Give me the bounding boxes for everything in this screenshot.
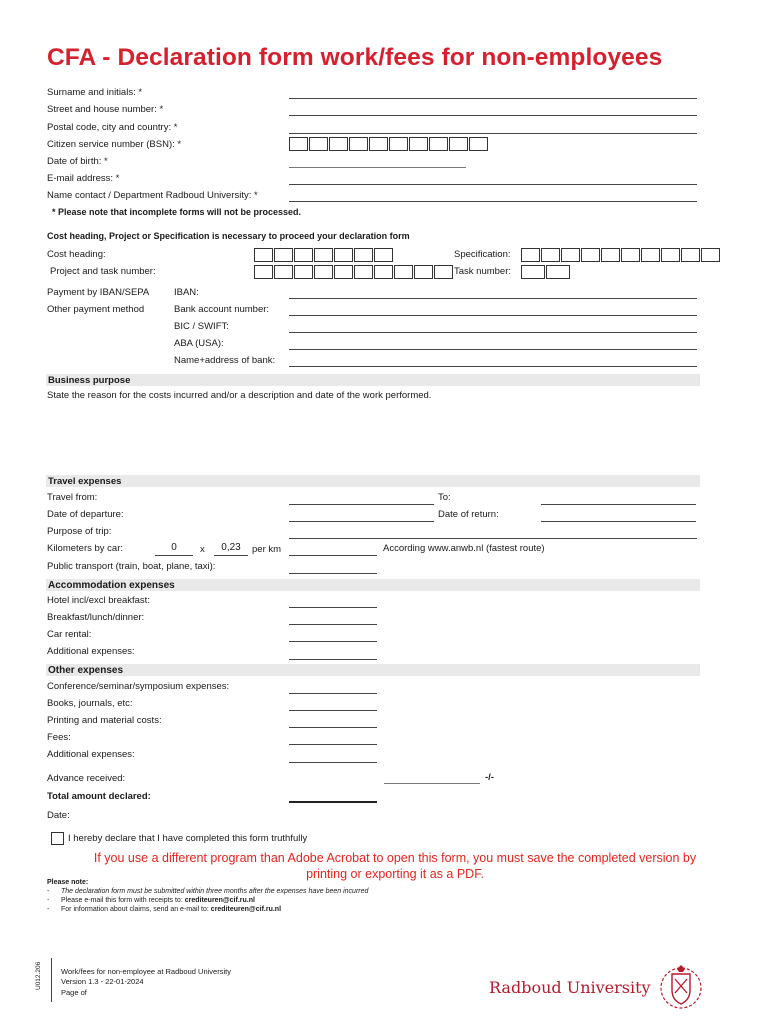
bank-name-label: Name+address of bank: xyxy=(174,355,276,366)
conference-label: Conference/seminar/symposium expenses: xyxy=(47,681,230,692)
bank-account-field[interactable] xyxy=(289,315,697,316)
iban-field[interactable] xyxy=(289,298,697,299)
street-field[interactable] xyxy=(289,115,697,116)
business-purpose-textarea[interactable] xyxy=(47,404,697,470)
note-2 xyxy=(61,896,255,905)
dob-label: Date of birth: * xyxy=(47,156,108,167)
note-3-text: For information about claims, send an e-mail to: xyxy=(61,906,211,913)
date-label: Date: xyxy=(47,810,70,821)
rate-underline xyxy=(214,555,248,556)
travel-to-label: To: xyxy=(438,492,451,503)
car-rental-field[interactable] xyxy=(289,641,377,642)
accommodation-title: Accommodation expenses xyxy=(48,580,175,591)
incomplete-warning: * Please note that incomplete forms will not be processed. xyxy=(52,207,302,217)
departure-field[interactable] xyxy=(289,521,434,522)
hotel-label: Hotel incl/excl breakfast: xyxy=(47,595,150,606)
other-expenses-header xyxy=(46,664,700,676)
note-3-dash: - xyxy=(47,906,50,913)
purpose-field[interactable] xyxy=(289,538,697,539)
aba-label: ABA (USA): xyxy=(174,338,224,349)
specification-boxes[interactable] xyxy=(521,248,721,262)
footer-line-2: Version 1.3 - 22-01-2024 xyxy=(61,977,144,986)
km-underline xyxy=(155,555,193,556)
note-2-dash: - xyxy=(47,897,50,904)
other-additional-label: Additional expenses: xyxy=(47,749,135,760)
cost-heading-boxes[interactable] xyxy=(254,248,394,262)
other-additional-field[interactable] xyxy=(289,762,377,763)
bsn-label: Citizen service number (BSN): * xyxy=(47,139,182,150)
note-3-email[interactable]: crediteuren@cif.ru.nl xyxy=(210,906,282,913)
anwb-note: According www.anwb.nl (fastest route) xyxy=(383,543,545,554)
fees-label: Fees: xyxy=(47,732,71,743)
bic-label: BIC / SWIFT: xyxy=(174,321,229,332)
street-label: Street and house number: * xyxy=(47,104,164,115)
bank-name-field[interactable] xyxy=(289,366,697,367)
note-3 xyxy=(61,905,281,914)
aba-field[interactable] xyxy=(289,349,697,350)
contact-label: Name contact / Department Radboud University: * xyxy=(47,190,258,201)
footer-divider xyxy=(51,958,52,1002)
radboud-seal-icon xyxy=(656,962,706,1010)
accommodation-additional-label: Additional expenses: xyxy=(47,646,135,657)
specification-label: Specification: xyxy=(454,249,511,260)
travel-to-field[interactable] xyxy=(541,504,696,505)
pdf-notice: If you use a different program than Adobe Acrobat to open this form, you must save the completed version by printing or exporting it as a PDF. xyxy=(93,851,697,881)
email-field[interactable] xyxy=(289,184,697,185)
business-purpose-desc: State the reason for the costs incurred and/or a description and date of the work performed. xyxy=(47,390,432,401)
accommodation-header xyxy=(46,579,700,591)
project-task-label: Project and task number: xyxy=(50,266,156,277)
times-sign: x xyxy=(200,544,205,555)
business-purpose-title: Business purpose xyxy=(48,375,131,386)
km-rate: 0,23 xyxy=(221,542,241,553)
other-expenses-title: Other expenses xyxy=(48,665,124,676)
purpose-label: Purpose of trip: xyxy=(47,526,112,537)
total-label: Total amount declared: xyxy=(47,791,151,802)
km-amount-field[interactable] xyxy=(289,555,377,556)
meals-field[interactable] xyxy=(289,624,377,625)
radboud-logo-text: Radboud University xyxy=(489,978,651,997)
surname-label: Surname and initials: * xyxy=(47,87,143,98)
bank-account-label: Bank account number: xyxy=(174,304,270,315)
cost-heading-label: Cost heading: xyxy=(47,249,106,260)
task-number-boxes[interactable] xyxy=(521,265,571,279)
conference-field[interactable] xyxy=(289,693,377,694)
fees-field[interactable] xyxy=(289,744,377,745)
books-field[interactable] xyxy=(289,710,377,711)
notes-header: Please note: xyxy=(47,879,89,886)
car-rental-label: Car rental: xyxy=(47,629,92,640)
email-label: E-mail address: * xyxy=(47,173,120,184)
meals-label: Breakfast/lunch/dinner: xyxy=(47,612,145,623)
accommodation-additional-field[interactable] xyxy=(289,659,377,660)
surname-field[interactable] xyxy=(289,98,697,99)
travel-expenses-title: Travel expenses xyxy=(48,476,122,487)
return-field[interactable] xyxy=(541,521,696,522)
printing-field[interactable] xyxy=(289,727,377,728)
contact-field[interactable] xyxy=(289,201,697,202)
travel-from-field[interactable] xyxy=(289,504,434,505)
dob-field[interactable] xyxy=(289,167,466,168)
iban-label: IBAN: xyxy=(174,287,199,298)
travel-from-label: Travel from: xyxy=(47,492,98,503)
printing-label: Printing and material costs: xyxy=(47,715,162,726)
note-1: The declaration form must be submitted within three months after the expenses have been incurred xyxy=(61,888,369,895)
advance-label: Advance received: xyxy=(47,773,126,784)
km-value[interactable]: 0 xyxy=(171,542,177,553)
advance-minus: -/- xyxy=(485,772,494,783)
cost-heading-note: Cost heading, Project or Specification is necessary to proceed your declaration form xyxy=(47,231,410,241)
note-1-dash: - xyxy=(47,888,50,895)
per-km-label: per km xyxy=(252,544,282,555)
postal-label: Postal code, city and country: * xyxy=(47,122,178,133)
business-purpose-header xyxy=(46,374,700,386)
project-number-boxes[interactable] xyxy=(254,265,454,279)
return-label: Date of return: xyxy=(438,509,499,520)
bsn-boxes[interactable] xyxy=(289,137,489,151)
postal-field[interactable] xyxy=(289,133,697,134)
iban-method-label: Payment by IBAN/SEPA xyxy=(47,287,150,298)
total-field[interactable] xyxy=(289,801,377,803)
footer-line-3: Page of xyxy=(61,988,87,997)
public-transport-label: Public transport (train, boat, plane, taxi): xyxy=(47,561,216,572)
bic-field[interactable] xyxy=(289,332,697,333)
departure-label: Date of departure: xyxy=(47,509,124,520)
hotel-field[interactable] xyxy=(289,607,377,608)
form-code: U012.206 xyxy=(35,961,42,990)
books-label: Books, journals, etc: xyxy=(47,698,133,709)
declaration-checkbox[interactable] xyxy=(51,832,64,845)
page-title: CFA - Declaration form work/fees for non-employees xyxy=(47,44,663,71)
declaration-text: I hereby declare that I have completed this form truthfully xyxy=(68,833,308,844)
public-transport-field[interactable] xyxy=(289,573,377,574)
advance-field[interactable] xyxy=(384,783,480,784)
note-2-text: Please e-mail this form with receipts to: xyxy=(61,897,185,904)
km-label: Kilometers by car: xyxy=(47,543,124,554)
note-2-email[interactable]: crediteuren@cif.ru.nl xyxy=(184,897,255,904)
travel-expenses-header xyxy=(46,475,700,487)
task-number-label: Task number: xyxy=(454,266,512,277)
footer-line-1: Work/fees for non-employee at Radboud University xyxy=(61,967,231,976)
other-method-label: Other payment method xyxy=(47,304,145,315)
